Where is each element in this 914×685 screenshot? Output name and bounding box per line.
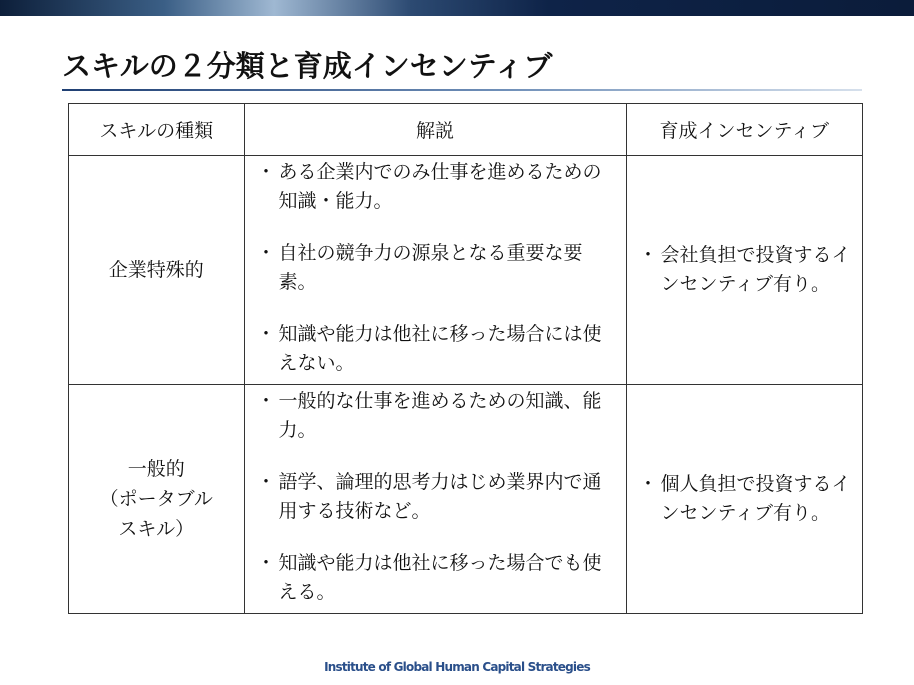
header-skill-type: スキルの種類 [69, 104, 245, 156]
skill-type-cell [69, 156, 245, 385]
footer-institute-name: Institute of Global Human Capital Strategies [324, 660, 590, 674]
incentive-item: ・ 個人負担で投資するインセンティブ有り。 [639, 470, 852, 528]
incentive-item: ・ 会社負担で投資するインセンティブ有り。 [639, 241, 852, 299]
skill-type-label: 一般的 [127, 458, 185, 480]
skill-type-label: スキル） [118, 518, 195, 540]
description-item: ・ 一般的な仕事を進めるための知識、能力。 [257, 387, 616, 445]
description-item: ・ 知識や能力は他社に移った場合でも使える。 [257, 549, 616, 607]
description-cell [244, 385, 626, 614]
description-item: ・ 自社の競争力の源泉となる重要な要素。 [257, 239, 616, 297]
description-item: ・ ある企業内でのみ仕事を進めるための知識・能力。 [257, 158, 616, 216]
incentive-cell [626, 385, 862, 614]
description-cell [244, 156, 626, 385]
header-incentive: 育成インセンティブ [626, 104, 862, 156]
table-header-row [69, 104, 863, 156]
description-item: ・ 知識や能力は他社に移った場合には使えない。 [257, 320, 616, 378]
skill-type-cell [69, 385, 245, 614]
table-row-firm-specific [69, 156, 863, 385]
incentive-cell [626, 156, 862, 385]
skill-type-label: （ポータブル [99, 488, 213, 510]
table-row-general [69, 385, 863, 614]
title-underline [62, 89, 862, 91]
header-description: 解説 [244, 104, 626, 156]
description-item: ・ 語学、論理的思考力はじめ業界内で通用する技術など。 [257, 468, 616, 526]
slide-title: スキルの２分類と育成インセンティブ [62, 49, 553, 83]
top-banner [0, 0, 914, 16]
skill-type-label: 企業特殊的 [108, 259, 204, 281]
skill-classification-table [68, 103, 863, 614]
